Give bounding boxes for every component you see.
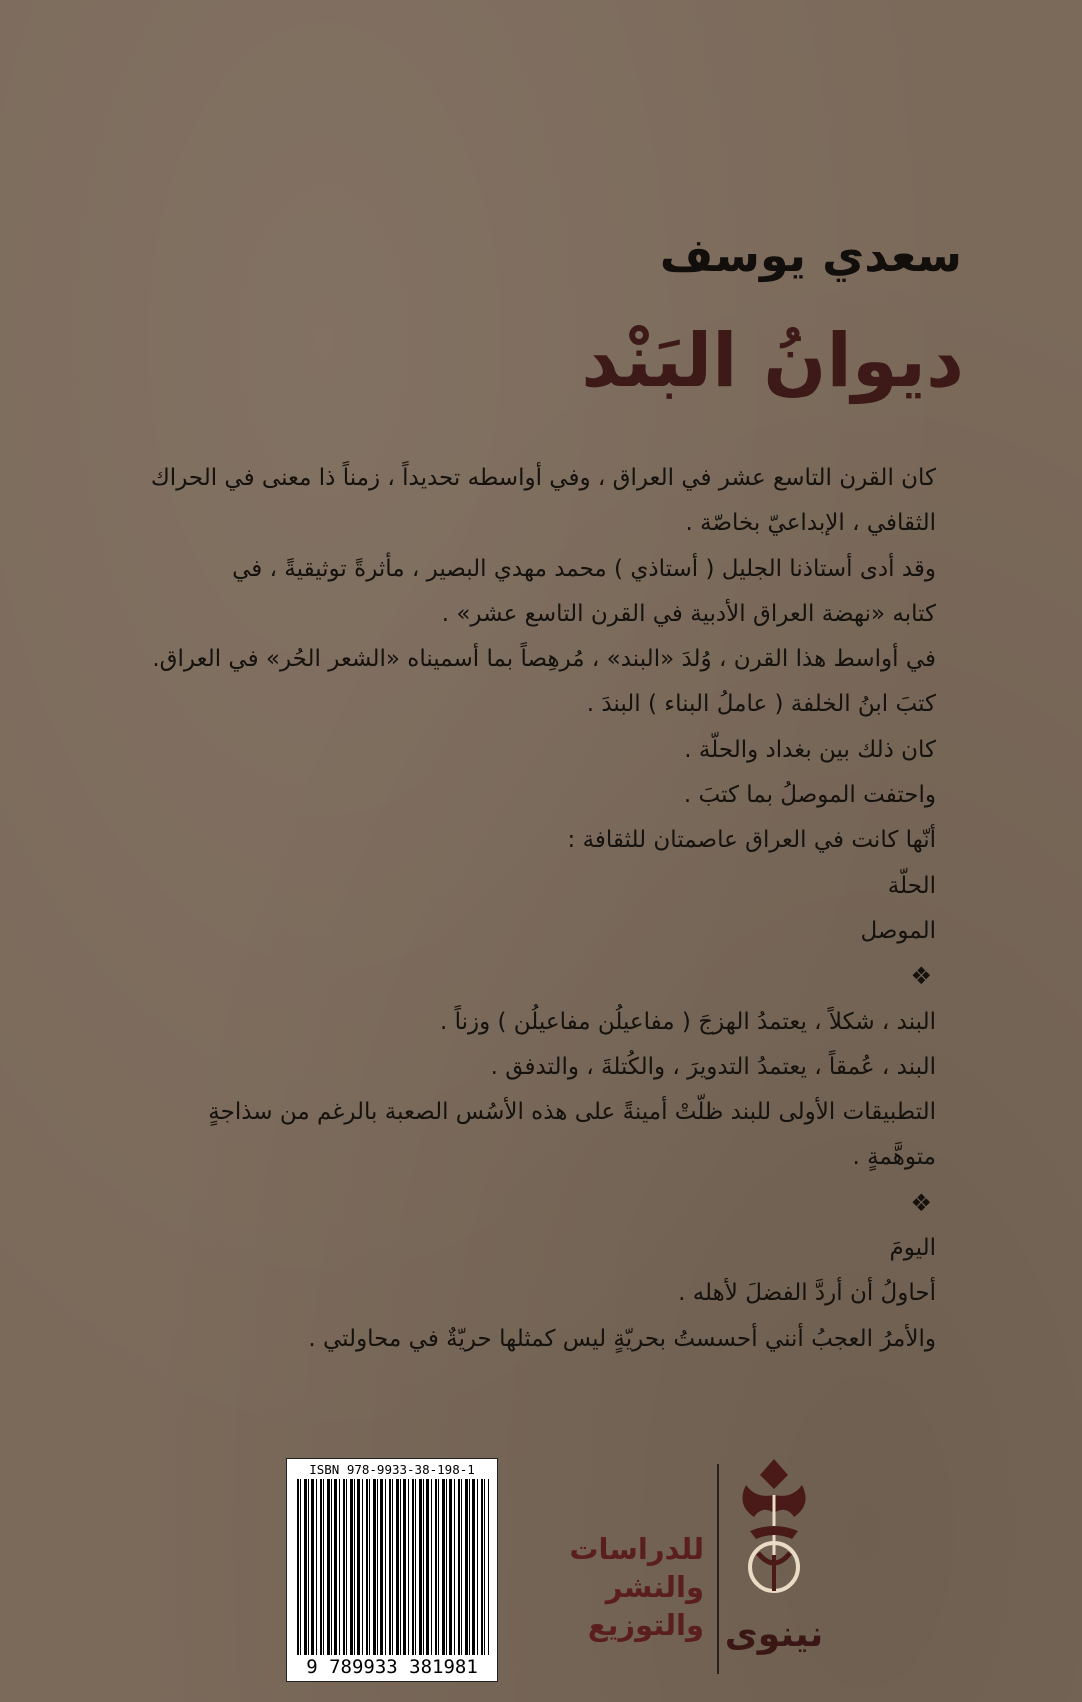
isbn-barcode [286,1458,498,1682]
blurb-line: البند ، شكلاً ، يعتمدُ الهزجَ ( مفاعيلُن مفاعيلُن ) وزناً . [439,1008,936,1035]
blurb-line: الموصل [860,917,936,944]
tagline-line: والنشر [605,1570,704,1604]
blurb-line: كان القرن التاسع عشر في العراق ، وفي أواسطه تحديداً ، زمناً ذا معنى في الحراك [150,465,936,491]
blurb-line: أحاولُ أن أردَّ الفضلَ لأهله . [678,1280,936,1307]
tagline-line: للدراسات [569,1532,704,1566]
blurb-line: كتبَ ابنُ الخلفة ( عاملُ البناء ) البندَ . [586,691,936,718]
isbn-number: ISBN 978-9933-38-198-1 [309,1462,475,1477]
blurb-line: كتابه «نهضة العراق الأدبية في القرن التاسع عشر» . [441,600,936,627]
blurb-line: التطبيقات الأولى للبند ظلّتْ أمينةً على هذه الأسُس الصعبة بالرغم من سذاجةٍ [208,1099,936,1126]
blurb-line: البند ، عُمقاً ، يعتمدُ التدويرَ ، والكُتلةَ ، والتدفق . [490,1053,936,1080]
blurb-line: أنّها كانت في العراق عاصمتان للثقافة : [567,827,936,854]
blurb-line: اليومَ [889,1235,936,1262]
author-name: سعدي يوسف [659,228,962,282]
tagline-line: والتوزيع [587,1608,704,1642]
ornament-divider-icon: ❖ [910,1188,932,1217]
barcode-bars-icon [297,1479,489,1655]
publisher-logo-icon [726,1455,822,1615]
ornament-divider-icon: ❖ [910,962,932,991]
blurb-line: الثقافي ، الإبداعيّ بخاصّة . [685,510,936,537]
blurb-line: الحلّة [887,872,936,899]
blurb-line: والأمرُ العجبُ أنني أحسستُ بحريّةٍ ليس كمثلها حريّةٌ في محاولتي . [308,1325,936,1352]
publisher-divider [717,1464,719,1674]
publisher-name: نينوى [724,1614,824,1655]
blurb-line: واحتفت الموصلُ بما كتبَ . [683,782,936,809]
barcode-digits: 9 789933 381981 [287,1656,497,1678]
book-title: ديوانُ البَنْد [581,318,964,404]
blurb-line: في أواسط هذا القرن ، وُلدَ «البند» ، مُرهِصاً بما أسميناه «الشعر الحُر» في العراق. [152,646,936,673]
blurb-line: متوهَّمةٍ . [852,1144,936,1171]
blurb-line: وقد أدى أستاذنا الجليل ( أستاذي ) محمد مهدي البصير ، مأثرةً توثيقيةً ، في [232,555,936,582]
blurb-line: كان ذلك بين بغداد والحلّة . [684,736,936,763]
blurb-text [136,456,936,1362]
publisher-tagline [569,1530,704,1644]
